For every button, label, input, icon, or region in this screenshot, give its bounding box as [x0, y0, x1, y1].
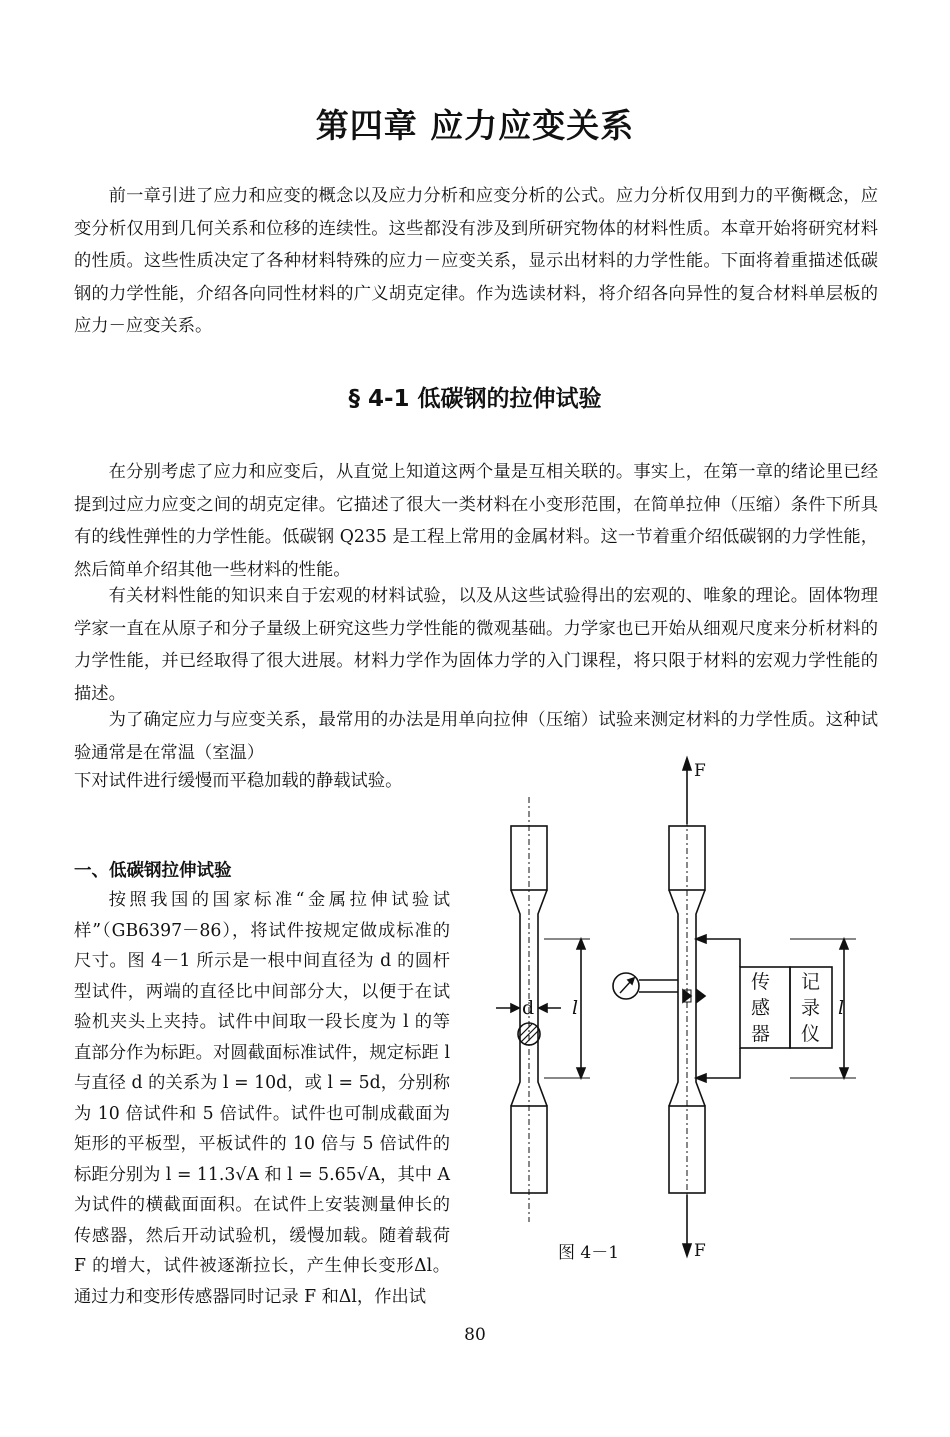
- sensor-label-char-3: 器: [751, 1023, 771, 1045]
- recorder-label-char-3: 仪: [801, 1023, 821, 1045]
- tensile-test-figure: [468, 752, 908, 1272]
- force-label-top: F: [694, 761, 706, 781]
- dial-gauge-icon: [613, 973, 678, 999]
- page-number: 80: [464, 1325, 486, 1345]
- diameter-label: d: [522, 997, 535, 1019]
- left-column-paragraph: 按照我国的国家标准“金属拉伸试验试样”（GB6397－86），将试件按规定做成标准的尺寸。图 4－1 所示是一根中间直径为 d 的圆杆型试件，两端的直径比中间部分大，以便于在试验机夹头上夹持。试件中间取一段长度为 l 的等直部分作为标距。对圆截面标准试件，规定标距 l 与直径 d 的关系为 l = 10d，或 l = 5d，分别称为 10 倍试件和 5 倍试件。试件也可制成截面为矩形的平板型，平板试件的 10 倍与 5 倍试件的标距分别为 l = 11.3√A 和 l = 5.65√A，其中 A 为试件的横截面面积。在试件上安装测量伸长的传感器，然后开动试验机，缓慢加载。随着载荷 F 的增大，试件被逐渐拉长，产生伸长变形Δl。通过力和变形传感器同时记录 F 和Δl，作出试: [74, 890, 450, 1307]
- gauge-length-label-right: l: [838, 997, 845, 1019]
- gauge-length-label-left: l: [572, 997, 579, 1019]
- body-paragraph-2: 有关材料性能的知识来自于宏观的材料试验，以及从这些试验得出的宏观的、唯象的理论。固体物理学家一直在从原子和分子量级上研究这些力学性能的微观基础。力学家也已开始从细观尺度来分析材料的力学性能，并已经取得了很大进展。材料力学作为固体力学的入门课程，将只限于材料的宏观力学性能的描述。: [74, 586, 878, 704]
- recorder-label-char-2: 录: [801, 997, 821, 1019]
- intro-paragraph: 前一章引进了应力和应变的概念以及应力分析和应变分析的公式。应力分析仅用到力的平衡概念，应变分析仅用到几何关系和位移的连续性。这些都没有涉及到所研究物体的材料性质。本章开始将研究材料的性质。这些性质决定了各种材料特殊的应力－应变关系，显示出材料的力学性能。下面将着重描述低碳钢的力学性能，介绍各向同性材料的广义胡克定律。作为选读材料，将介绍各向异性的复合材料单层板的应力－应变关系。: [74, 186, 878, 336]
- chapter-title: 第四章 应力应变关系: [315, 106, 635, 145]
- sensor-label-char-1: 传: [751, 971, 771, 993]
- section-title: § 4-1 低碳钢的拉伸试验: [348, 386, 602, 412]
- recorder-label-char-1: 记: [801, 971, 821, 993]
- body-paragraph-3: 为了确定应力与应变关系，最常用的办法是用单向拉伸（压缩）试验来测定材料的力学性质。这种试验通常是在常温（室温）: [74, 710, 878, 763]
- body-paragraph-3-continued: 下对试件进行缓慢而平稳加载的静载试验。: [74, 771, 403, 791]
- body-paragraph-1: 在分别考虑了应力和应变后，从直觉上知道这两个量是互相关联的。事实上，在第一章的绪论里已经提到过应力应变之间的胡克定律。它描述了很大一类材料在小变形范围，在简单拉伸（压缩）条件下所具有的线性弹性的力学性能。低碳钢 Q235 是工程上常用的金属材料。这一节着重介绍低碳钢的力学性能，然后简单介绍其他一些材料的性能。: [74, 462, 878, 580]
- figure-caption: 图 4－1: [558, 1243, 620, 1263]
- force-label-bottom: F: [694, 1241, 706, 1261]
- sensor-label-char-2: 感: [751, 997, 771, 1019]
- subsection-heading: 一、低碳钢拉伸试验: [74, 861, 232, 881]
